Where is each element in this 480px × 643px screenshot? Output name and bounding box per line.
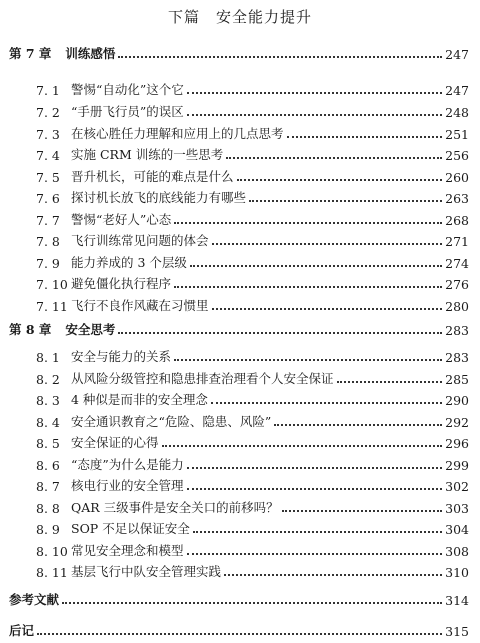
- entry-title: 飞行不良作风藏在习惯里: [71, 298, 209, 313]
- entry-title: 4 种似是而非的安全理念: [71, 392, 208, 407]
- entry-title: 能力养成的 3 个层级: [71, 255, 187, 270]
- toc-section-entry[interactable]: [36, 100, 469, 120]
- entry-page-number: 315: [445, 624, 469, 639]
- toc-section-entry[interactable]: [36, 78, 469, 98]
- toc-section-entry[interactable]: [36, 517, 469, 537]
- entry-page-number: 271: [445, 234, 469, 249]
- dot-leader: [190, 265, 442, 267]
- entry-number: 8. 1: [36, 350, 60, 365]
- entry-title: 安全思考: [65, 322, 116, 337]
- entry-number: 8. 8: [36, 501, 60, 516]
- entry-title: 参考文献: [9, 592, 60, 607]
- toc-section-entry[interactable]: [36, 272, 469, 292]
- entry-number: 7. 3: [36, 127, 60, 142]
- dot-leader: [282, 510, 442, 512]
- entry-title: “手册飞行员”的误区: [71, 104, 184, 119]
- toc-section-entry[interactable]: [36, 208, 469, 228]
- entry-page-number: 308: [445, 544, 469, 559]
- entry-number: 8. 9: [36, 522, 60, 537]
- toc-section-entry[interactable]: [36, 560, 469, 580]
- toc-section-entry[interactable]: [36, 251, 469, 271]
- entry-number: 7. 8: [36, 234, 60, 249]
- entry-title: 警惕“老好人”心态: [71, 212, 172, 227]
- entry-number: 7. 1: [36, 83, 60, 98]
- entry-number: 8. 11: [36, 565, 68, 580]
- dot-leader: [224, 574, 442, 576]
- entry-title: 晋升机长，可能的难点是什么: [71, 169, 234, 184]
- entry-number: 7. 2: [36, 105, 60, 120]
- entry-title: 安全通识教育之“危险、隐患、风险”: [71, 414, 272, 429]
- entry-title: SOP 不足以保证安全: [71, 521, 190, 536]
- entry-title: 探讨机长放飞的底线能力有哪些: [71, 190, 247, 205]
- entry-number: 8. 5: [36, 436, 60, 451]
- dot-leader: [226, 157, 442, 159]
- entry-page-number: 290: [445, 393, 469, 408]
- entry-number: 7. 5: [36, 170, 60, 185]
- entry-page-number: 268: [445, 213, 469, 228]
- entry-page-number: 299: [445, 458, 469, 473]
- entry-number: 8. 2: [36, 372, 60, 387]
- entry-page-number: 251: [445, 127, 469, 142]
- entry-title: 警惕“自动化”这个它: [71, 82, 184, 97]
- entry-number: 7. 6: [36, 191, 60, 206]
- entry-page-number: 276: [445, 277, 469, 292]
- dot-leader: [193, 531, 442, 533]
- entry-title: 安全保证的心得: [71, 435, 159, 450]
- dot-leader: [162, 445, 443, 447]
- toc-chapter-entry[interactable]: [9, 318, 469, 338]
- toc-section-entry[interactable]: [36, 143, 469, 163]
- dot-leader: [118, 56, 442, 58]
- entry-number: 7. 9: [36, 256, 60, 271]
- dot-leader: [62, 602, 442, 604]
- toc-section-entry[interactable]: [36, 367, 469, 387]
- dot-leader: [212, 308, 443, 310]
- dot-leader: [118, 332, 442, 334]
- toc-section-entry[interactable]: [36, 186, 469, 206]
- toc-section-entry[interactable]: [36, 474, 469, 494]
- entry-title: 核电行业的安全管理: [71, 478, 184, 493]
- toc-section-entry[interactable]: [36, 345, 469, 365]
- entry-page-number: 274: [445, 256, 469, 271]
- page-title: 下篇 安全能力提升: [167, 8, 312, 26]
- entry-title: 基层飞行中队安全管理实践: [71, 564, 222, 579]
- entry-page-number: 283: [445, 350, 469, 365]
- entry-title: QAR 三级事件是安全关口的前移吗？: [71, 500, 279, 515]
- entry-number: 8. 6: [36, 458, 60, 473]
- dot-leader: [174, 286, 442, 288]
- entry-page-number: 296: [445, 436, 469, 451]
- entry-page-number: 302: [445, 479, 469, 494]
- toc-chapter-entry[interactable]: [9, 619, 469, 639]
- entry-page-number: 280: [445, 299, 469, 314]
- toc-section-entry[interactable]: [36, 453, 469, 473]
- entry-title: 在核心胜任力理解和应用上的几点思考: [71, 126, 284, 141]
- entry-page-number: 303: [445, 501, 469, 516]
- entry-number: 第 8 章: [9, 322, 52, 337]
- dot-leader: [187, 114, 442, 116]
- entry-number: 7. 10: [36, 277, 68, 292]
- entry-title: 飞行训练常见问题的体会: [71, 233, 209, 248]
- dot-leader: [237, 179, 443, 181]
- entry-page-number: 263: [445, 191, 469, 206]
- toc-section-entry[interactable]: [36, 122, 469, 142]
- entry-number: 7. 4: [36, 148, 60, 163]
- toc-section-entry[interactable]: [36, 410, 469, 430]
- entry-number: 7. 7: [36, 213, 60, 228]
- entry-title: 安全与能力的关系: [71, 349, 172, 364]
- entry-title: 常见安全理念和模型: [71, 543, 184, 558]
- entry-page-number: 304: [445, 522, 469, 537]
- dot-leader: [337, 381, 443, 383]
- entry-number: 8. 4: [36, 415, 60, 430]
- entry-page-number: 247: [445, 83, 469, 98]
- toc-section-entry[interactable]: [36, 539, 469, 559]
- entry-title: 实施 CRM 训练的一些思考: [71, 147, 224, 162]
- entry-page-number: 248: [445, 105, 469, 120]
- entry-title: “态度”为什么是能力: [71, 457, 184, 472]
- toc-chapter-entry[interactable]: [9, 42, 469, 62]
- toc-section-entry[interactable]: [36, 388, 469, 408]
- dot-leader: [174, 222, 442, 224]
- entry-title: 避免僵化执行程序: [71, 276, 172, 291]
- entry-number: 8. 3: [36, 393, 60, 408]
- dot-leader: [249, 200, 442, 202]
- entry-page-number: 260: [445, 170, 469, 185]
- dot-leader: [187, 467, 442, 469]
- entry-title: 后记: [9, 623, 35, 638]
- toc-chapter-entry[interactable]: [9, 588, 469, 608]
- entry-page-number: 283: [445, 323, 469, 338]
- entry-page-number: 292: [445, 415, 469, 430]
- entry-number: 8. 7: [36, 479, 60, 494]
- entry-page-number: 256: [445, 148, 469, 163]
- dot-leader: [174, 359, 442, 361]
- dot-leader: [212, 243, 443, 245]
- dot-leader: [211, 402, 442, 404]
- entry-page-number: 314: [445, 593, 469, 608]
- entry-number: 8. 10: [36, 544, 68, 559]
- entry-number: 7. 11: [36, 299, 68, 314]
- dot-leader: [187, 553, 443, 555]
- dot-leader: [187, 92, 442, 94]
- entry-number: 第 7 章: [9, 46, 52, 61]
- entry-page-number: 247: [445, 47, 469, 62]
- toc-section-entry[interactable]: [36, 496, 469, 516]
- dot-leader: [187, 488, 443, 490]
- dot-leader: [274, 424, 442, 426]
- toc-section-entry[interactable]: [36, 294, 469, 314]
- dot-leader: [37, 633, 442, 635]
- toc-section-entry[interactable]: [36, 431, 469, 451]
- entry-page-number: 285: [445, 372, 469, 387]
- dot-leader: [287, 136, 443, 138]
- toc-section-entry[interactable]: [36, 165, 469, 185]
- entry-title: 训练感悟: [65, 46, 116, 61]
- toc-section-entry[interactable]: [36, 229, 469, 249]
- entry-title: 从风险分级管控和隐患排查治理看个人安全保证: [71, 371, 334, 386]
- entry-page-number: 310: [445, 565, 469, 580]
